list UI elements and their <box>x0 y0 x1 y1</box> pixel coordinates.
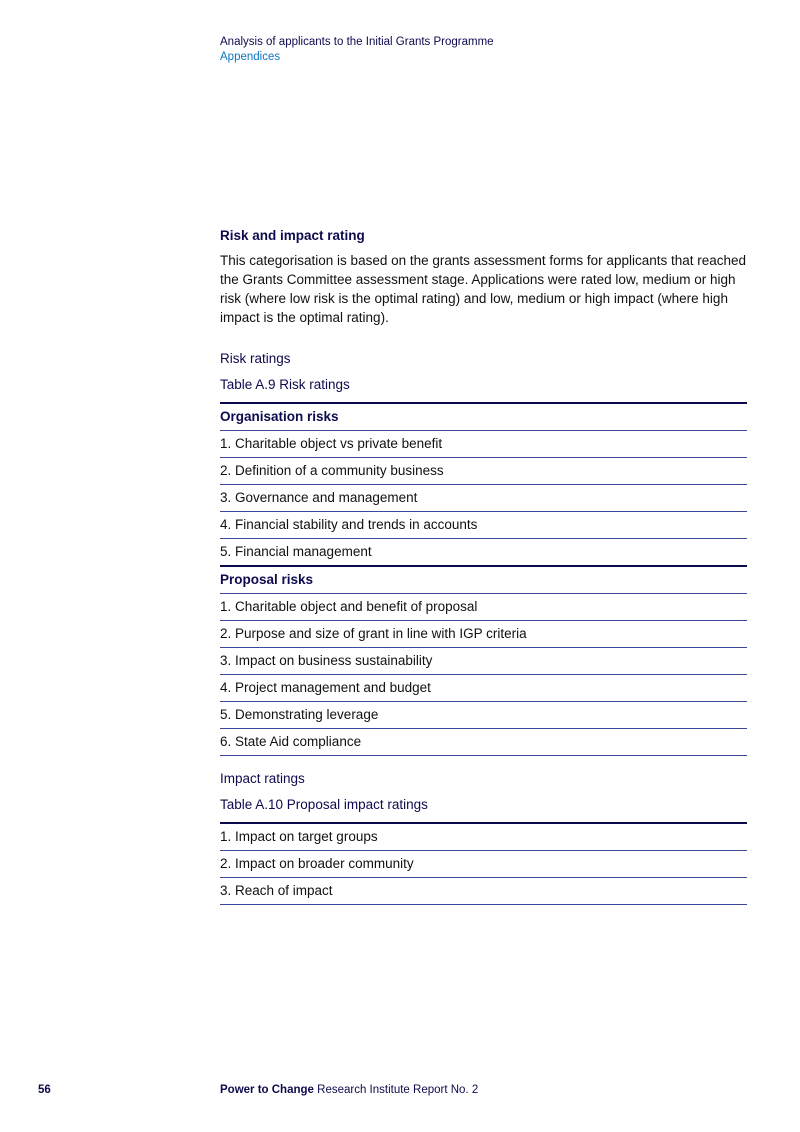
table-row: 5. Financial management <box>220 539 747 567</box>
footer-report-title <box>220 1083 478 1097</box>
table-group-header: Organisation risks <box>220 403 747 431</box>
table-row: 4. Financial stability and trends in accounts <box>220 512 747 539</box>
table-group-header: Proposal risks <box>220 566 747 594</box>
risk-table-caption: Table A.9 Risk ratings <box>220 377 350 392</box>
section-heading: Risk and impact rating <box>220 228 365 243</box>
table-row: 6. State Aid compliance <box>220 729 747 756</box>
table-row: 2. Purpose and size of grant in line with IGP criteria <box>220 621 747 648</box>
impact-ratings-subheading: Impact ratings <box>220 771 305 786</box>
table-row: 3. Reach of impact <box>220 878 747 905</box>
table-row: 1. Charitable object vs private benefit <box>220 431 747 458</box>
footer-brand: Power to Change <box>220 1084 314 1096</box>
table-row: 1. Charitable object and benefit of proposal <box>220 594 747 621</box>
impact-table-caption: Table A.10 Proposal impact ratings <box>220 797 428 812</box>
risk-ratings-table <box>220 402 747 756</box>
page-number: 56 <box>38 1084 51 1096</box>
footer-report-name: Research Institute Report No. 2 <box>313 1084 479 1096</box>
impact-ratings-table <box>220 822 747 905</box>
table-row: 4. Project management and budget <box>220 675 747 702</box>
intro-paragraph: This categorisation is based on the grants assessment forms for applicants that reached the Grants Committee assessment stage. Applications were rated low, medium or high risk (where low risk is the optimal rating) and low, medium or high impact (where high impact is the optimal rating). <box>220 253 747 325</box>
table-row: 3. Governance and management <box>220 485 747 512</box>
risk-ratings-subheading: Risk ratings <box>220 351 291 366</box>
table-row: 1. Impact on target groups <box>220 823 747 851</box>
table-row: 2. Impact on broader community <box>220 851 747 878</box>
table-row: 3. Impact on business sustainability <box>220 648 747 675</box>
section-label: Appendices <box>220 51 281 63</box>
document-title: Analysis of applicants to the Initial Grants Programme <box>220 36 494 48</box>
table-row: 2. Definition of a community business <box>220 458 747 485</box>
table-row: 5. Demonstrating leverage <box>220 702 747 729</box>
running-header <box>220 35 494 65</box>
main-content <box>220 226 747 905</box>
